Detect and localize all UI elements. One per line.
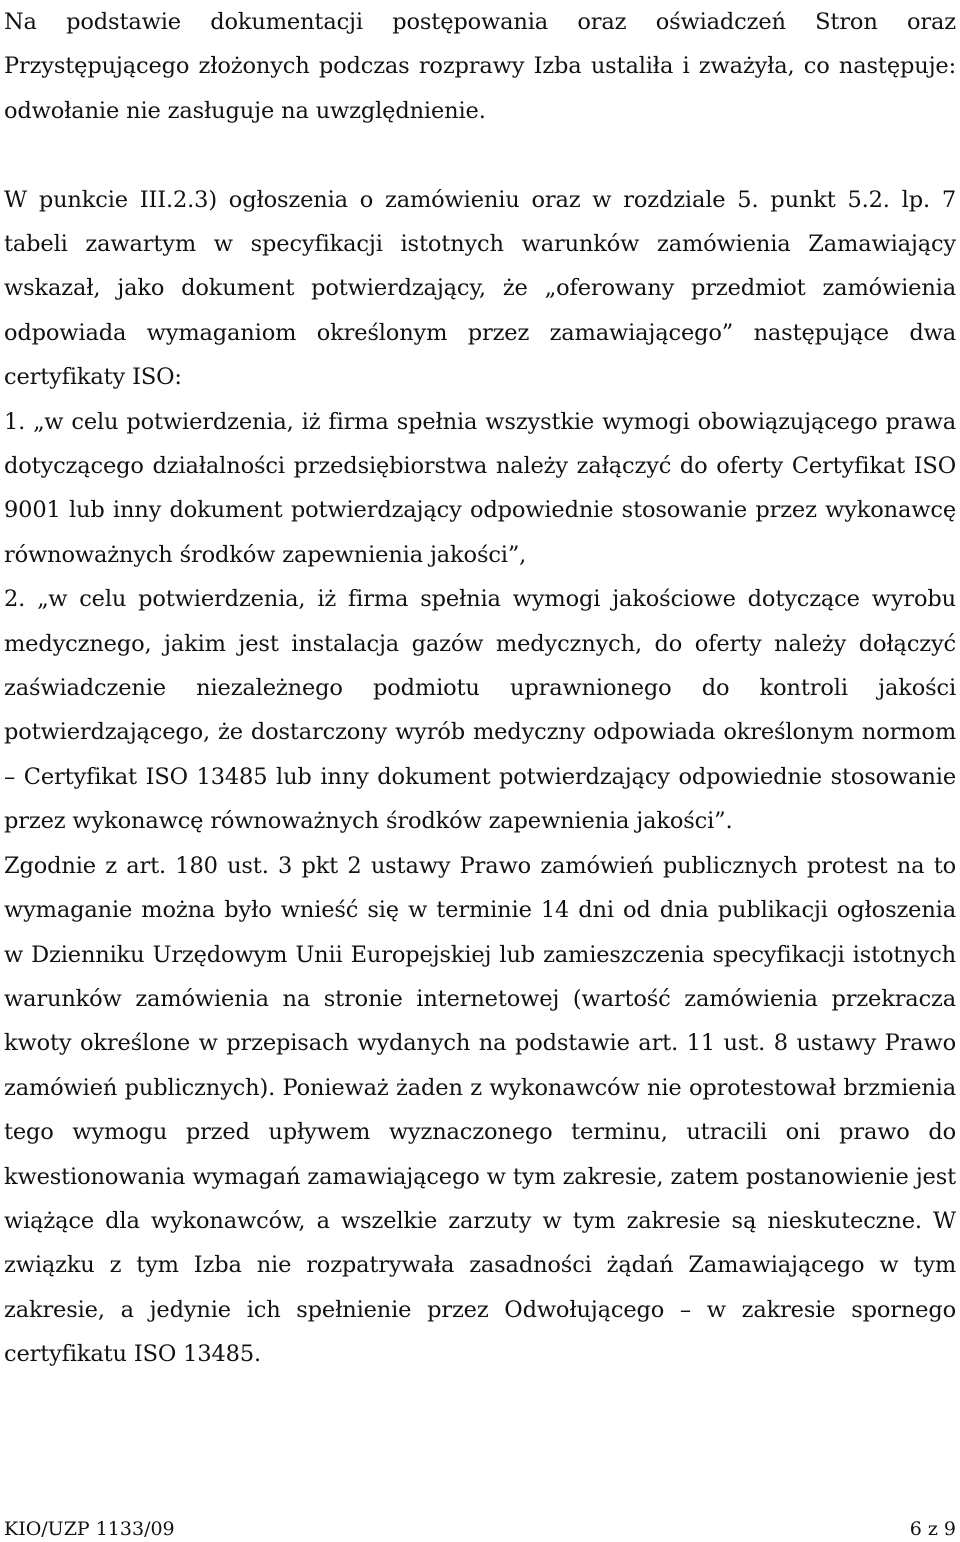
- paragraph-tender-requirements: W punkcie III.2.3) ogłoszenia o zamówieniu oraz w rozdziale 5. punkt 5.2. lp. 7 tabeli zawartym w specyfikacji istotnych warunków zamówienia Zamawiający wskazał, jako dokument potwierdzający, że „oferowany przedmiot zamówienia odpowiada wymaganiom określonym przez zamawiającego” następujące dwa certyfikaty ISO:: [4, 186, 956, 391]
- document-page: [4, 0, 956, 1377]
- page-indicator: 6 z 9: [909, 1518, 956, 1540]
- paragraph-iso-9001-item: 1. „w celu potwierdzenia, iż firma spełnia wszystkie wymogi obowiązującego prawa dotyczącego działalności przedsiębiorstwa należy załączyć do oferty Certyfikat ISO 9001 lub inny dokument potwierdzający odpowiednie stosowanie przez wykonawcę równoważnych środków zapewnienia jakości”,: [4, 408, 956, 568]
- case-number: KIO/UZP 1133/09: [4, 1518, 175, 1540]
- paragraph-iso-13485-item: 2. „w celu potwierdzenia, iż firma spełnia wymogi jakościowe dotyczące wyrobu medycznego, jakim jest instalacja gazów medycznych, do oferty należy dołączyć zaświadczenie niezależnego podmiotu uprawnionego do kontroli jakości potwierdzającego, że dostarczony wyrób medyczny odpowiada określonym normom – Certyfikat ISO 13485 lub inny dokument potwierdzający odpowiednie stosowanie przez wykonawcę równoważnych środków zapewnienia jakości”.: [4, 586, 956, 835]
- paragraph-findings-intro: Na podstawie dokumentacji postępowania oraz oświadczeń Stron oraz Przystępującego złożonych podczas rozprawy Izba ustaliła i zważyła, co następuje: odwołanie nie zasługuje na uwzględnienie.: [4, 9, 956, 124]
- paragraph-gap: [4, 133, 956, 177]
- paragraph-legal-reasoning: Zgodnie z art. 180 ust. 3 pkt 2 ustawy Prawo zamówień publicznych protest na to wymaganie można było wnieść się w terminie 14 dni od dnia publikacji ogłoszenia w Dzienniku Urzędowym Unii Europejskiej lub zamieszczenia specyfikacji istotnych warunków zamówienia na stronie internetowej (wartość zamówienia przekracza kwoty określone w przepisach wydanych na podstawie art. 11 ust. 8 ustawy Prawo zamówień publicznych). Ponieważ żaden z wykonawców nie oprotestował brzmienia tego wymogu przed upływem wyznaczonego terminu, utracili oni prawo do kwestionowania wymagań zamawiającego w tym zakresie, zatem postanowienie jest wiążące dla wykonawców, a wszelkie zarzuty w tym zakresie są nieskuteczne. W związku z tym Izba nie rozpatrywała zasadności żądań Zamawiającego w tym zakresie, a jedynie ich spełnienie przez Odwołującego – w zakresie spornego certyfikatu ISO 13485.: [4, 852, 956, 1368]
- page-footer: [4, 1516, 956, 1542]
